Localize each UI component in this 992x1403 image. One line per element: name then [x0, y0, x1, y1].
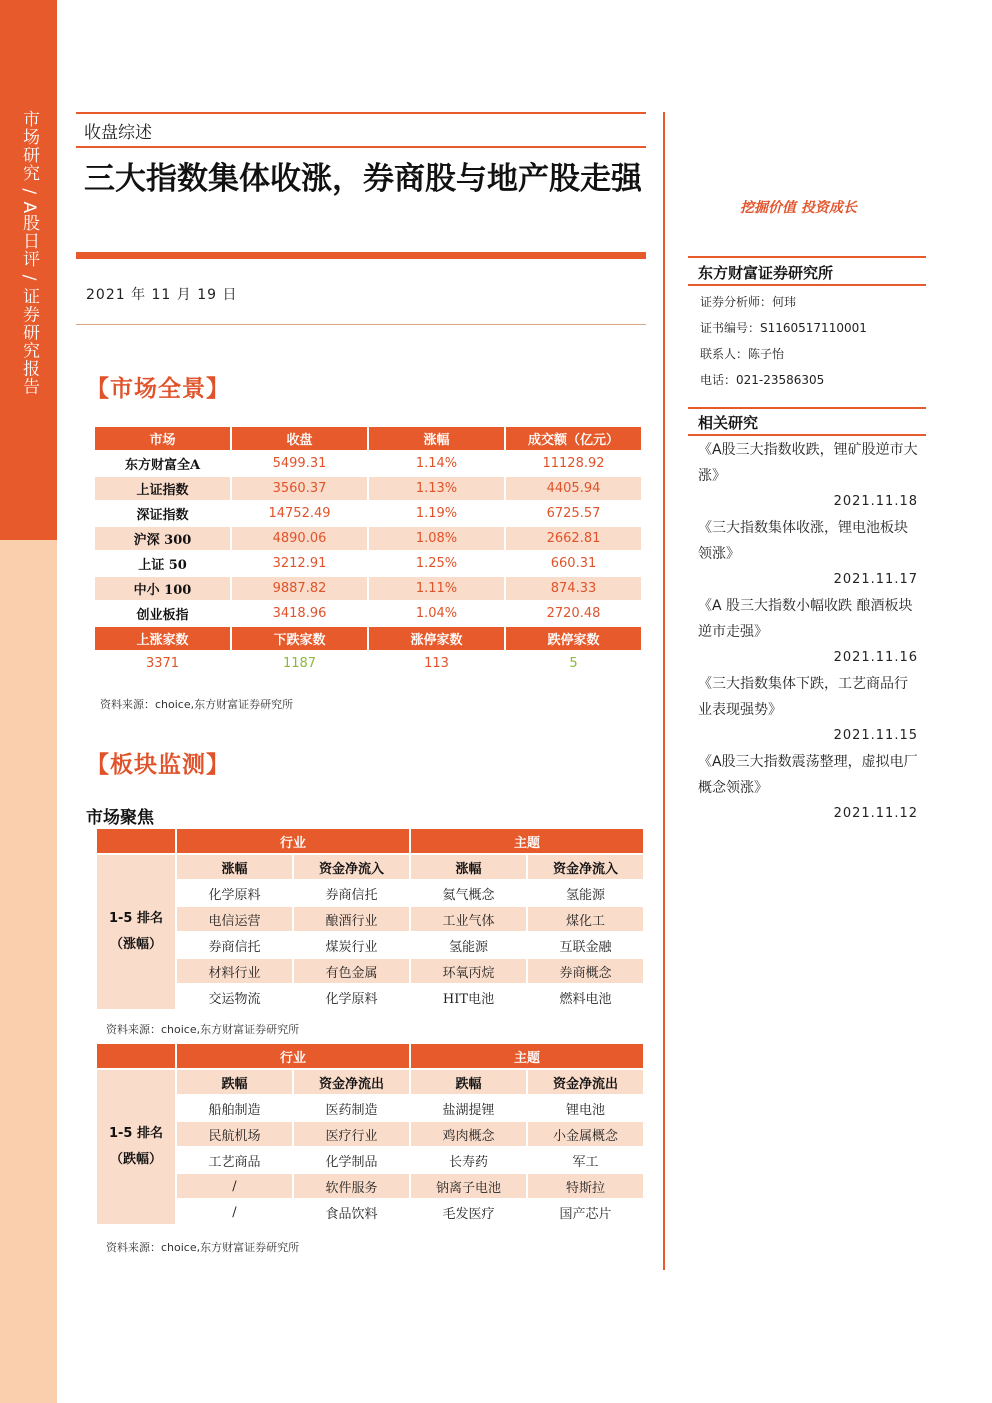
limit-up-count: 113 [369, 652, 504, 675]
group-header-theme: 主题 [411, 829, 643, 853]
table-row [97, 1200, 643, 1224]
related-report-date: 2021.11.15 [833, 728, 918, 743]
header-market: 市场 [95, 427, 230, 450]
index-name: 创业板指 [95, 602, 230, 625]
sector-cell: 券商信托 [294, 881, 409, 905]
rank-label [97, 1070, 175, 1224]
col-header: 涨幅 [177, 855, 292, 879]
sector-cell: 环氧丙烷 [411, 959, 526, 983]
col-header: 资金净流入 [294, 855, 409, 879]
sector-cell: 医疗行业 [294, 1122, 409, 1146]
sector-gain-table [95, 827, 645, 1011]
table-row [97, 907, 643, 931]
header-volume: 成交额（亿元） [506, 427, 641, 450]
index-name: 深证指数 [95, 502, 230, 525]
index-change: 1.11% [369, 577, 504, 600]
related-report-date: 2021.11.17 [833, 572, 918, 587]
rank-label-line2: （涨幅） [109, 937, 162, 952]
related-report-link[interactable]: 《三大指数集体收涨，锂电池板块领涨》 [698, 520, 908, 562]
index-close: 5499.31 [232, 452, 367, 475]
group-header-row [97, 1044, 643, 1068]
section-label: 收盘综述 [84, 123, 152, 143]
brand-slogan: 挖掘价值 投资成长 [740, 200, 857, 216]
related-report-date: 2021.11.16 [833, 650, 918, 665]
sidebar-label: 市场研究 / A股日评 / 证券研究报告 [19, 110, 39, 396]
sector-cell: 燃料电池 [528, 985, 643, 1009]
sector-cell: / [177, 1174, 292, 1198]
cert-info: 证书编号：S1160517110001 [700, 321, 867, 335]
header-blank [97, 829, 175, 853]
sector-cell: 工艺商品 [177, 1148, 292, 1172]
header-blank [97, 1044, 175, 1068]
index-close: 14752.49 [232, 502, 367, 525]
col-header: 资金净流出 [294, 1070, 409, 1094]
sector-cell: 盐湖提锂 [411, 1096, 526, 1120]
sector-cell: 煤炭行业 [294, 933, 409, 957]
sector-cell: 电信运营 [177, 907, 292, 931]
org-top-rule [688, 256, 926, 258]
market-focus-title: 市场聚焦 [86, 808, 154, 828]
group-header-industry: 行业 [177, 829, 409, 853]
page-title: 三大指数集体收涨，券商股与地产股走强 [84, 161, 642, 197]
analyst-info: 证券分析师：何玮 [700, 295, 797, 309]
label-rule [76, 146, 646, 148]
col-header: 跌幅 [177, 1070, 292, 1094]
index-close: 9887.82 [232, 577, 367, 600]
sector-cell: 鸡肉概念 [411, 1122, 526, 1146]
market-section-title: 【市场全景】 [86, 375, 230, 402]
rank-label-line2: （跌幅） [109, 1152, 162, 1167]
table-row [95, 502, 641, 525]
column-header-row [97, 855, 643, 879]
sector-cell: 化学制品 [294, 1148, 409, 1172]
index-volume: 2662.81 [506, 527, 641, 550]
sector-cell: 医药制造 [294, 1096, 409, 1120]
table-row [95, 452, 641, 475]
sector-cell: 工业气体 [411, 907, 526, 931]
group-header-row [97, 829, 643, 853]
sector-cell: 民航机场 [177, 1122, 292, 1146]
group-header-theme: 主题 [411, 1044, 643, 1068]
table-row [95, 602, 641, 625]
related-report-link[interactable]: 《A股三大指数收跌，锂矿股逆市大涨》 [698, 442, 918, 484]
col-header: 涨幅 [411, 855, 526, 879]
gain-table-source: 资料来源：choice,东方财富证券研究所 [106, 1023, 300, 1036]
sector-cell: 有色金属 [294, 959, 409, 983]
sector-cell: 军工 [528, 1148, 643, 1172]
sector-cell: 酿酒行业 [294, 907, 409, 931]
sector-cell: 氢能源 [411, 933, 526, 957]
index-name: 中小 100 [95, 577, 230, 600]
index-name: 上证指数 [95, 477, 230, 500]
phone-info: 电话：021-23586305 [700, 373, 825, 387]
column-header-row [97, 1070, 643, 1094]
table-row [95, 527, 641, 550]
index-change: 1.04% [369, 602, 504, 625]
table-row [95, 477, 641, 500]
sector-cell: 交运物流 [177, 985, 292, 1009]
sector-cell: 软件服务 [294, 1174, 409, 1198]
col-header: 资金净流出 [528, 1070, 643, 1094]
index-name: 沪深 300 [95, 527, 230, 550]
count-row [95, 652, 641, 675]
sector-cell: 化学原料 [294, 985, 409, 1009]
header-up-count: 上涨家数 [95, 627, 230, 650]
related-bottom-rule [688, 434, 926, 436]
market-header-row [95, 427, 641, 450]
index-close: 3212.91 [232, 552, 367, 575]
table-row [97, 1174, 643, 1198]
related-report-link[interactable]: 《A股三大指数震荡整理，虚拟电厂概念领涨》 [698, 754, 918, 796]
index-name: 上证 50 [95, 552, 230, 575]
column-divider [663, 112, 665, 1270]
table-row [97, 1122, 643, 1146]
sector-section-title: 【板块监测】 [86, 751, 230, 778]
sector-cell: 食品饮料 [294, 1200, 409, 1224]
table-row [97, 881, 643, 905]
rank-label-line1: 1-5 排名 [108, 911, 163, 926]
index-name: 东方财富全A [95, 452, 230, 475]
sector-cell: 国产芯片 [528, 1200, 643, 1224]
index-change: 1.14% [369, 452, 504, 475]
index-volume: 874.33 [506, 577, 641, 600]
index-volume: 6725.57 [506, 502, 641, 525]
sector-cell: 化学原料 [177, 881, 292, 905]
down-count: 1187 [232, 652, 367, 675]
sector-cell: 长寿药 [411, 1148, 526, 1172]
index-volume: 11128.92 [506, 452, 641, 475]
date-rule [76, 324, 646, 325]
sector-cell: 锂电池 [528, 1096, 643, 1120]
index-volume: 660.31 [506, 552, 641, 575]
header-limit-down: 跌停家数 [506, 627, 641, 650]
rank-label-line1: 1-5 排名 [108, 1126, 163, 1141]
header-change: 涨幅 [369, 427, 504, 450]
index-change: 1.25% [369, 552, 504, 575]
header-limit-up: 涨停家数 [369, 627, 504, 650]
related-report-date: 2021.11.18 [833, 494, 918, 509]
col-header: 跌幅 [411, 1070, 526, 1094]
sector-cell: 钠离子电池 [411, 1174, 526, 1198]
title-rule [76, 252, 646, 259]
group-header-industry: 行业 [177, 1044, 409, 1068]
sector-cell: 船舶制造 [177, 1096, 292, 1120]
index-close: 3560.37 [232, 477, 367, 500]
limit-down-count: 5 [506, 652, 641, 675]
index-change: 1.19% [369, 502, 504, 525]
related-report-link[interactable]: 《A 股三大指数小幅收跌 酿酒板块逆市走强》 [698, 598, 913, 640]
org-name: 东方财富证券研究所 [698, 264, 834, 282]
index-volume: 2720.48 [506, 602, 641, 625]
rank-label [97, 855, 175, 1009]
related-research-title: 相关研究 [698, 414, 759, 432]
loss-table-source: 资料来源：choice,东方财富证券研究所 [106, 1241, 300, 1254]
up-count: 3371 [95, 652, 230, 675]
sector-cell: 券商信托 [177, 933, 292, 957]
index-close: 4890.06 [232, 527, 367, 550]
table-row [97, 959, 643, 983]
index-change: 1.08% [369, 527, 504, 550]
sector-cell: 小金属概念 [528, 1122, 643, 1146]
org-bottom-rule [688, 284, 926, 286]
sector-cell: 氦气概念 [411, 881, 526, 905]
table-row [95, 577, 641, 600]
sector-cell: 互联金融 [528, 933, 643, 957]
sector-cell: 煤化工 [528, 907, 643, 931]
sector-cell: HIT电池 [411, 985, 526, 1009]
sector-cell: 氢能源 [528, 881, 643, 905]
sector-loss-table [95, 1042, 645, 1226]
related-top-rule [688, 407, 926, 409]
count-header-row [95, 627, 641, 650]
table-row [97, 985, 643, 1009]
related-report-date: 2021.11.12 [833, 806, 918, 821]
contact-info: 联系人：陈子怡 [700, 347, 785, 361]
related-report-link[interactable]: 《三大指数集体下跌，工艺商品行业表现强势》 [698, 676, 908, 718]
sector-cell: 毛发医疗 [411, 1200, 526, 1224]
top-rule [76, 112, 646, 114]
header-close: 收盘 [232, 427, 367, 450]
market-source: 资料来源：choice,东方财富证券研究所 [100, 698, 294, 711]
table-row [97, 1096, 643, 1120]
index-volume: 4405.94 [506, 477, 641, 500]
header-down-count: 下跌家数 [232, 627, 367, 650]
sector-cell: / [177, 1200, 292, 1224]
index-change: 1.13% [369, 477, 504, 500]
table-row [97, 1148, 643, 1172]
table-row [97, 933, 643, 957]
table-row [95, 552, 641, 575]
sector-cell: 特斯拉 [528, 1174, 643, 1198]
col-header: 资金净流入 [528, 855, 643, 879]
sector-cell: 材料行业 [177, 959, 292, 983]
sector-cell: 券商概念 [528, 959, 643, 983]
market-table [93, 425, 643, 677]
report-date: 2021 年 11 月 19 日 [86, 287, 238, 303]
index-close: 3418.96 [232, 602, 367, 625]
